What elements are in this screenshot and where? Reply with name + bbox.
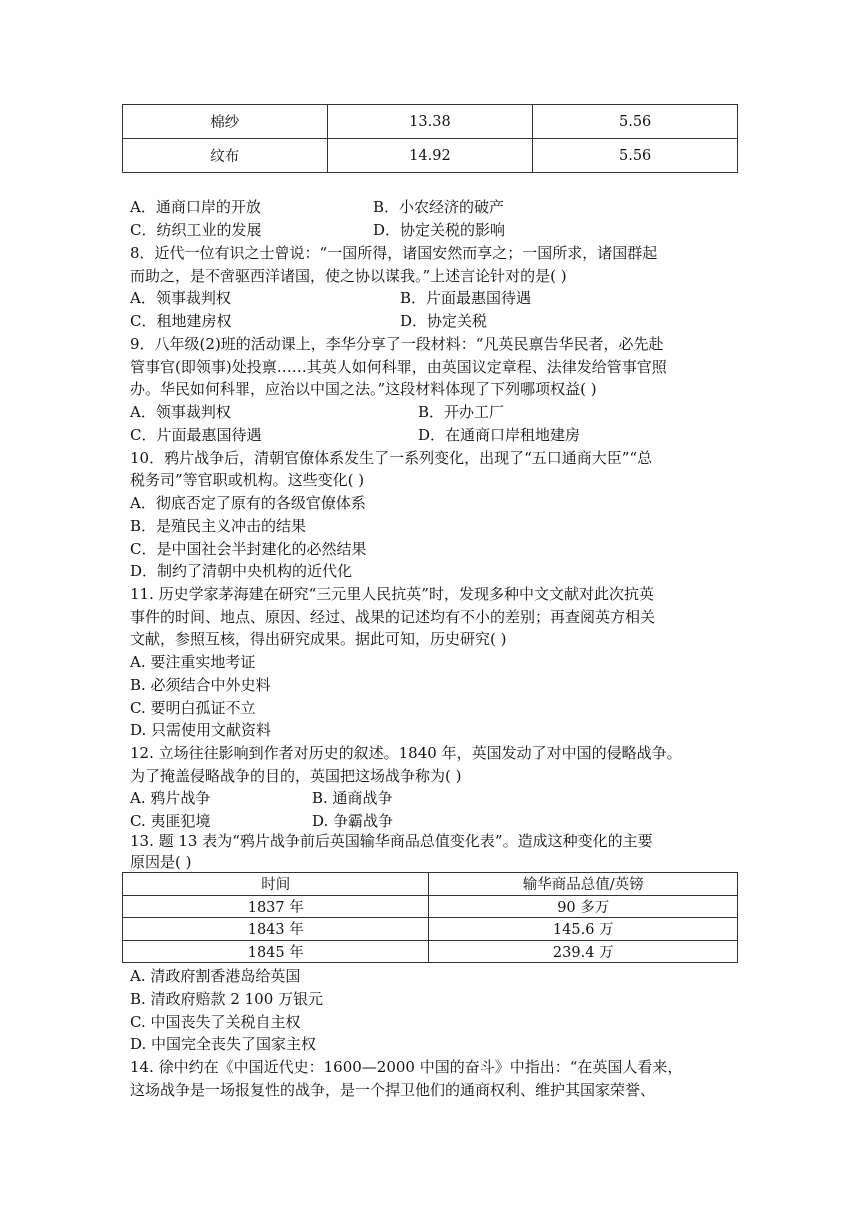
q9-stem-line: 9．八年级(2)班的活动课上，李华分享了一段材料：“凡英民禀告华民者，必先赴 xyxy=(130,335,664,353)
q12-stem-line: 为了掩盖侵略战争的目的，英国把这场战争称为( ) xyxy=(130,767,462,785)
q9-stem-line: 办。华民如何科罪，应治以中国之法。”这段材料体现了下列哪项权益( ) xyxy=(130,380,597,398)
q13-stem-line: 原因是( ) xyxy=(130,853,192,871)
q13-stem-line: 13. 题 13 表为“鸦片战争前后英国输华商品总值变化表”。造成这种变化的主要 xyxy=(130,832,653,850)
q12-option-c[interactable]: C. 夷匪犯境 xyxy=(130,812,211,830)
table-cell: 1837 年 xyxy=(123,895,429,918)
table-cell: 145.6 万 xyxy=(429,918,738,941)
q7-option-b[interactable]: B．小农经济的破产 xyxy=(373,198,505,216)
q8-stem-line: 而助之，是不啻驱西洋诸国，使之协以谋我。”上述言论针对的是( ) xyxy=(130,267,567,285)
table-header-row xyxy=(123,873,738,896)
table-cell: 90 多万 xyxy=(429,895,738,918)
q12-option-d[interactable]: D. 争霸战争 xyxy=(312,812,394,830)
table-row xyxy=(123,940,738,963)
q9-option-d[interactable]: D．在通商口岸租地建房 xyxy=(418,426,581,444)
q8-option-d[interactable]: D．协定关税 xyxy=(400,312,488,330)
q9-option-c[interactable]: C．片面最惠国待遇 xyxy=(130,426,262,444)
q10-option-c[interactable]: C．是中国社会半封建化的必然结果 xyxy=(130,540,367,558)
table-cell: 14.92 xyxy=(327,139,533,173)
q11-option-b[interactable]: B. 必须结合中外史料 xyxy=(130,676,271,694)
table-cell: 纹布 xyxy=(123,139,328,173)
q8-option-b[interactable]: B．片面最惠国待遇 xyxy=(400,289,532,307)
table-row xyxy=(123,918,738,941)
table-cell: 5.56 xyxy=(533,105,738,139)
q9-option-b[interactable]: B．开办工厂 xyxy=(418,403,505,421)
q12-stem-line: 12. 立场往往影响到作者对历史的叙述。1840 年，英国发动了对中国的侵略战争。 xyxy=(130,744,682,762)
q8-option-c[interactable]: C．租地建房权 xyxy=(130,312,232,330)
q10-option-d[interactable]: D．制约了清朝中央机构的近代化 xyxy=(130,562,353,580)
q7-option-c[interactable]: C．纺织工业的发展 xyxy=(130,221,262,239)
table-cell: 5.56 xyxy=(533,139,738,173)
q7-option-a[interactable]: A．通商口岸的开放 xyxy=(130,198,261,216)
table-row xyxy=(123,139,738,173)
table-header-cell: 输华商品总值/英镑 xyxy=(429,873,738,896)
table-row xyxy=(123,895,738,918)
table-cell: 1843 年 xyxy=(123,918,429,941)
q9-option-a[interactable]: A．领事裁判权 xyxy=(130,403,231,421)
q10-option-b[interactable]: B．是殖民主义冲击的结果 xyxy=(130,517,307,535)
trade-value-table xyxy=(122,104,738,173)
q11-stem-line: 事件的时间、地点、原因、经过、战果的记述均有不小的差别；再查阅英方相关 xyxy=(130,608,656,626)
table-header-cell: 时间 xyxy=(123,873,429,896)
q13-option-b[interactable]: B. 清政府赔款 2 100 万银元 xyxy=(130,990,324,1008)
q13-option-c[interactable]: C. 中国丧失了关税自主权 xyxy=(130,1013,301,1031)
q8-stem-line: 8．近代一位有识之士曾说：“一国所得，诸国安然而享之；一国所求，诸国群起 xyxy=(130,244,658,262)
q10-stem-line: 税务司”等官职或机构。这些变化( ) xyxy=(130,471,365,489)
table-cell: 棉纱 xyxy=(123,105,328,139)
q11-stem-line: 11. 历史学家茅海建在研究“三元里人民抗英”时，发现多种中文文献对此次抗英 xyxy=(130,585,654,603)
q7-option-d[interactable]: D．协定关税的影响 xyxy=(373,221,506,239)
q11-option-d[interactable]: D. 只需使用文献资料 xyxy=(130,721,272,739)
q13-option-d[interactable]: D. 中国完全丧失了国家主权 xyxy=(130,1035,317,1053)
q13-trade-table xyxy=(122,872,738,963)
q12-option-a[interactable]: A. 鸦片战争 xyxy=(130,789,211,807)
table-cell: 239.4 万 xyxy=(429,940,738,963)
q14-stem-line: 14. 徐中约在《中国近代史：1600—2000 中国的奋斗》中指出：“在英国人看来， xyxy=(130,1058,683,1076)
q13-option-a[interactable]: A. 清政府割香港岛给英国 xyxy=(130,967,301,985)
q10-stem-line: 10．鸦片战争后，清朝官僚体系发生了一系列变化，出现了“五口通商大臣”“总 xyxy=(130,449,653,467)
q8-option-a[interactable]: A．领事裁判权 xyxy=(130,289,231,307)
table-row xyxy=(123,105,738,139)
table-cell: 13.38 xyxy=(327,105,533,139)
table-cell: 1845 年 xyxy=(123,940,429,963)
q14-stem-line: 这场战争是一场报复性的战争，是一个捍卫他们的通商权利、维护其国家荣誉、 xyxy=(130,1081,656,1099)
q12-option-b[interactable]: B. 通商战争 xyxy=(312,789,393,807)
q10-option-a[interactable]: A．彻底否定了原有的各级官僚体系 xyxy=(130,494,366,512)
q9-stem-line: 管事官(即领事)处投禀……其英人如何科罪，由英国议定章程、法律发给管事官照 xyxy=(130,358,667,376)
q11-option-c[interactable]: C. 要明白孤证不立 xyxy=(130,699,256,717)
q11-option-a[interactable]: A. 要注重实地考证 xyxy=(130,653,256,671)
q11-stem-line: 文献，参照互核，得出研究成果。据此可知，历史研究( ) xyxy=(130,630,507,648)
